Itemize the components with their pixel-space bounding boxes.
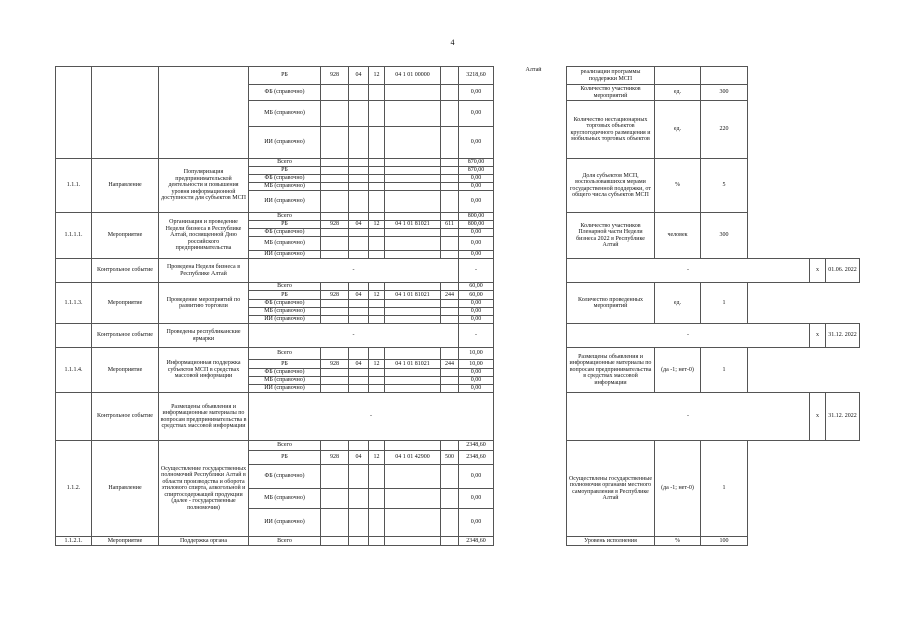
- cell-name: Проведена Неделя бизнеса в Республике Алтай: [159, 259, 249, 283]
- cell-name: Размещены объявления и информационные материалы по вопросам предпринимательства в средствах массовой информации: [159, 393, 249, 441]
- cell-indicator: реализации программы поддержки МСП: [567, 67, 655, 85]
- table-row: [56, 213, 860, 221]
- cell-name: Поддержка органа: [159, 537, 249, 546]
- cell-date: 31.12. 2022: [826, 393, 860, 441]
- cell-amount: 2348,60: [459, 451, 494, 465]
- table-row: РБ 928 04 12 04 1 01 81021 244 60,00: [56, 291, 860, 300]
- cell-type: Направление: [92, 159, 159, 213]
- table-row: [56, 159, 860, 167]
- cell-amount: 60,00: [459, 291, 494, 300]
- cell-num: 1.1.2.1.: [56, 537, 92, 546]
- cell-x: х: [810, 324, 826, 348]
- cell-value: [701, 67, 748, 85]
- cell-unit: человек: [655, 213, 701, 259]
- cell-name: Популяризация предпринимательской деятельности и повышения уровня информационной доступности для субъектов МСП: [159, 159, 249, 213]
- cell-unit: %: [655, 159, 701, 213]
- cell-type: Контрольное событие: [92, 259, 159, 283]
- cell-amount: 60,00: [459, 283, 494, 291]
- table-row: РБ 928 04 12 04 1 01 81021 244 10,00: [56, 360, 860, 369]
- table-row: Контрольное событие Проведены республиканские ярмарки - - - х 31.12. 2022: [56, 324, 860, 348]
- cell-amount: 0,00: [459, 369, 494, 377]
- cell-type: Мероприятие: [92, 348, 159, 393]
- cell-amount: 800,00: [459, 221, 494, 229]
- cell-type: [92, 67, 159, 159]
- cell-indicator: Количество проведенных мероприятий: [567, 283, 655, 324]
- cell-indicator: Размещены объявления и информационные материалы по вопросам предпринимательства в средствах массовой информации: [567, 348, 655, 393]
- cell-amount: 10,00: [459, 360, 494, 369]
- cell-num: 1.1.1.1.: [56, 213, 92, 259]
- cell-amount: 0,00: [459, 101, 494, 127]
- cell-source: МБ (справочно): [249, 377, 321, 385]
- cell-value: 100: [701, 537, 748, 546]
- cell-grbs: 928: [321, 67, 349, 85]
- cell-amount: 3218,60: [459, 67, 494, 85]
- cell-source: Всего: [249, 348, 321, 360]
- cell-source: МБ (справочно): [249, 237, 321, 251]
- cell-value: 1: [701, 348, 748, 393]
- cell-source: МБ (справочно): [249, 308, 321, 316]
- cell-name: Информационная поддержка субъектов МСП в средствах массовой информации: [159, 348, 249, 393]
- cell-rz: 04: [349, 67, 369, 85]
- table-row: Контрольное событие Размещены объявления и информационные материалы по вопросам предпринимательства в средствах массовой информации - - х 31.12. 2022: [56, 393, 860, 441]
- cell-amount: 2348,60: [459, 537, 494, 546]
- table-row: [56, 348, 860, 360]
- cell-source: РБ: [249, 167, 321, 175]
- cell-num: 1.1.1.3.: [56, 283, 92, 324]
- cell-indicator: Уровень исполнения: [567, 537, 655, 546]
- cell-unit: (да -1; нет-0): [655, 348, 701, 393]
- cell-source: ИИ (справочно): [249, 509, 321, 537]
- cell-amount: 10,00: [459, 348, 494, 360]
- cell-num: [56, 67, 92, 159]
- cell-source: ФБ (справочно): [249, 85, 321, 101]
- table-row: Контрольное событие Проведена Неделя бизнеса в Республике Алтай - - - х 01.06. 2022: [56, 259, 860, 283]
- cell-source: РБ: [249, 291, 321, 300]
- cell-value: 300: [701, 85, 748, 101]
- cell-amount: 0,00: [459, 229, 494, 237]
- cell-amount: 0,00: [459, 308, 494, 316]
- page-number: 4: [450, 38, 455, 47]
- cell-value: 220: [701, 101, 748, 159]
- cell-source: РБ: [249, 360, 321, 369]
- table-row: РБ 928 04 12 04 1 01 42900 500 2348,60: [56, 451, 860, 465]
- cell-source: Всего: [249, 537, 321, 546]
- cell-type: Мероприятие: [92, 213, 159, 259]
- cell-date: 01.06. 2022: [826, 259, 860, 283]
- cell-unit: ед.: [655, 101, 701, 159]
- cell-amount: 0,00: [459, 377, 494, 385]
- cell-source: МБ (справочно): [249, 489, 321, 509]
- cell-csr: 04 1 01 00000: [385, 67, 441, 85]
- cell-source: МБ (справочно): [249, 101, 321, 127]
- cell-source: ИИ (справочно): [249, 251, 321, 259]
- cell-source: Всего: [249, 283, 321, 291]
- cell-x: х: [810, 393, 826, 441]
- cell-amount: 0,00: [459, 175, 494, 183]
- cell-x: х: [810, 259, 826, 283]
- table-row: [56, 537, 860, 546]
- cell-amount: 0,00: [459, 183, 494, 191]
- program-table: [55, 66, 860, 546]
- cell-source: МБ (справочно): [249, 183, 321, 191]
- cell-source: ИИ (справочно): [249, 191, 321, 213]
- table-row: РБ 928 04 12 04 1 01 81021 611 800,00: [56, 221, 860, 229]
- table-row: [56, 283, 860, 291]
- cell-amount: 0,00: [459, 191, 494, 213]
- cell-name: Проведены республиканские ярмарки: [159, 324, 249, 348]
- cell-type: Контрольное событие: [92, 393, 159, 441]
- cell-indicator: Количество участников мероприятий: [567, 85, 655, 101]
- cell-date: 31.12. 2022: [826, 324, 860, 348]
- cell-value: 1: [701, 283, 748, 324]
- cell-indicator: Количество нестационарных торговых объектов круглогодичного размещения и мобильных торговых объектов: [567, 101, 655, 159]
- cell-source: Всего: [249, 213, 321, 221]
- cell-value: 1: [701, 441, 748, 537]
- cell-indicator: Количество участников Пленарной части Недели бизнеса 2022 в Республике Алтай: [567, 213, 655, 259]
- cell-unit: ед.: [655, 85, 701, 101]
- cell-unit: %: [655, 537, 701, 546]
- cell-name: Организация и проведение Недели бизнеса в Республике Алтай, посвященной Дню российского предпринимательства: [159, 213, 249, 259]
- cell-region: Алтай: [525, 66, 542, 73]
- cell-amount: 0,00: [459, 127, 494, 159]
- cell-unit: ед.: [655, 283, 701, 324]
- cell-amount: 0,00: [459, 85, 494, 101]
- cell-amount: 870,00: [459, 167, 494, 175]
- cell-name: [159, 67, 249, 159]
- cell-name: Проведение мероприятий по развитию торговли: [159, 283, 249, 324]
- cell-type: Мероприятие: [92, 283, 159, 324]
- cell-amount: 0,00: [459, 300, 494, 308]
- cell-amount: 0,00: [459, 509, 494, 537]
- table-row: [56, 441, 860, 451]
- cell-amount: 0,00: [459, 316, 494, 324]
- cell-amount: 870,00: [459, 159, 494, 167]
- cell-amount: 0,00: [459, 489, 494, 509]
- cell-pr: 12: [369, 67, 385, 85]
- cell-source: ФБ (справочно): [249, 229, 321, 237]
- cell-indicator: Доля субъектов МСП, воспользовавшихся мерами государственной поддержки, от общего числа субъектов МСП: [567, 159, 655, 213]
- cell-source: Всего: [249, 159, 321, 167]
- cell-source: ФБ (справочно): [249, 175, 321, 183]
- table-row: [56, 67, 860, 85]
- cell-source: ИИ (справочно): [249, 127, 321, 159]
- cell-value: 5: [701, 159, 748, 213]
- cell-indicator: Осуществлены государственные полномочия органами местного самоуправления в Республике Алтай: [567, 441, 655, 537]
- cell-source: ИИ (справочно): [249, 316, 321, 324]
- cell-type: Контрольное событие: [92, 324, 159, 348]
- cell-amount: 2348,60: [459, 441, 494, 451]
- cell-num: 1.1.1.: [56, 159, 92, 213]
- cell-amount: 0,00: [459, 385, 494, 393]
- cell-num: 1.1.2.: [56, 441, 92, 537]
- cell-name: Осуществление государственных полномочий Республики Алтай в области производства и оборота этилового спирта, алкогольной и спиртосодержащей продукции (далее - государственные полномочия): [159, 441, 249, 537]
- cell-value: 300: [701, 213, 748, 259]
- cell-type: Направление: [92, 441, 159, 537]
- cell-source: ИИ (справочно): [249, 385, 321, 393]
- cell-num: 1.1.1.4.: [56, 348, 92, 393]
- cell-amount: 800,00: [459, 213, 494, 221]
- cell-source: ФБ (справочно): [249, 369, 321, 377]
- cell-amount: 0,00: [459, 465, 494, 489]
- cell-amount: 0,00: [459, 237, 494, 251]
- cell-unit: [655, 67, 701, 85]
- cell-source: ФБ (справочно): [249, 465, 321, 489]
- cell-source: Всего: [249, 441, 321, 451]
- cell-source: РБ: [249, 221, 321, 229]
- cell-amount: 0,00: [459, 251, 494, 259]
- cell-unit: (да -1; нет-0): [655, 441, 701, 537]
- cell-vr: [441, 67, 459, 85]
- cell-source: ФБ (справочно): [249, 300, 321, 308]
- cell-source: РБ: [249, 67, 321, 85]
- cell-source: РБ: [249, 451, 321, 465]
- cell-type: Мероприятие: [92, 537, 159, 546]
